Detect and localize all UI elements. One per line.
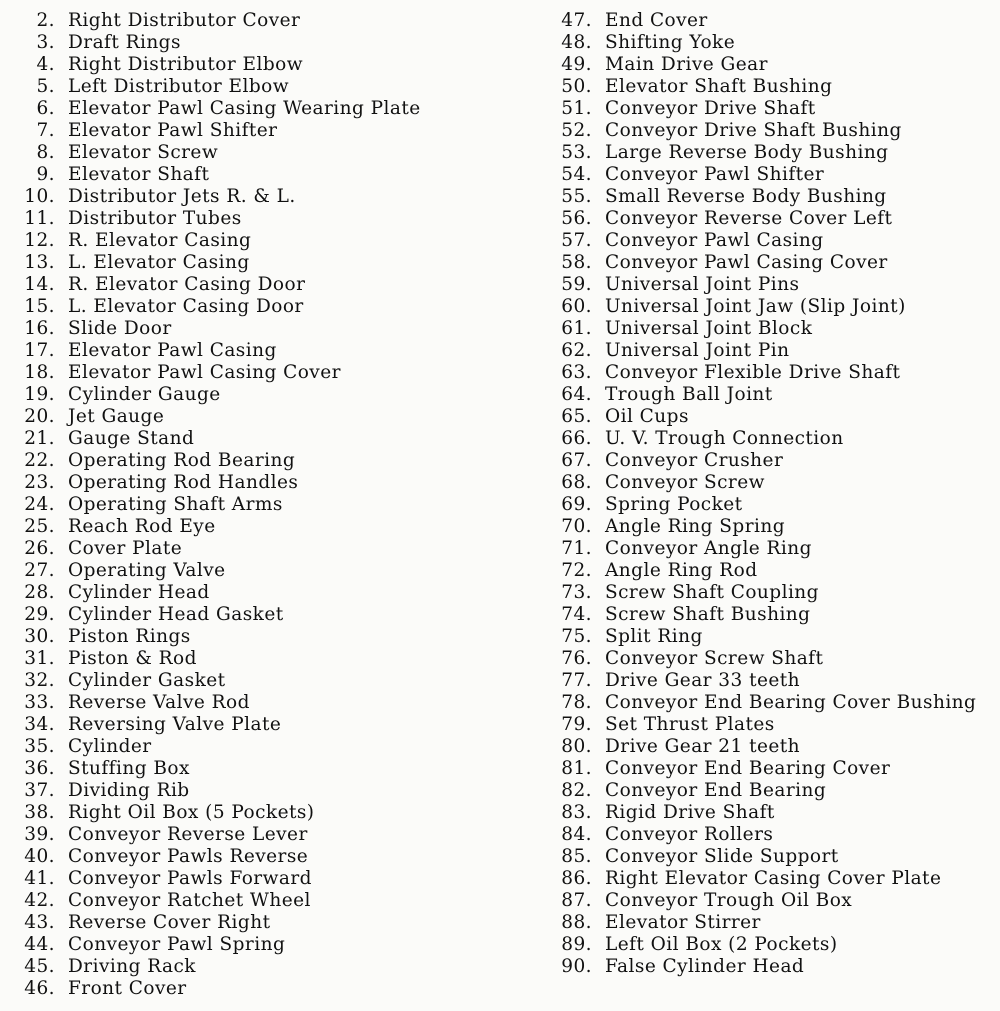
part-list-item [548, 340, 993, 362]
part-name: Cover Plate [68, 538, 183, 559]
part-name: False Cylinder Head [605, 956, 805, 977]
part-name: Conveyor Ratchet Wheel [68, 890, 311, 911]
part-list-item [548, 450, 993, 472]
part-name: Conveyor Reverse Lever [68, 824, 308, 845]
part-number: 84. [561, 824, 592, 845]
part-name: Conveyor Angle Ring [605, 538, 812, 559]
part-number: 15. [24, 296, 55, 317]
part-list-item [548, 516, 993, 538]
part-list-item [548, 274, 993, 296]
part-list-item [548, 934, 993, 956]
parts-list-right-column [548, 10, 993, 978]
part-list-item [10, 604, 530, 626]
part-name: Elevator Shaft Bushing [605, 76, 833, 97]
part-list-item [10, 120, 530, 142]
part-number: 55. [561, 186, 592, 207]
part-list-item [548, 142, 993, 164]
part-number: 35. [24, 736, 55, 757]
part-list-item [548, 296, 993, 318]
part-name: Cylinder Head Gasket [68, 604, 284, 625]
part-number: 18. [24, 362, 55, 383]
part-name: Screw Shaft Coupling [605, 582, 819, 603]
part-name: Dividing Rib [68, 780, 190, 801]
part-number: 59. [561, 274, 592, 295]
part-name: Reversing Valve Plate [68, 714, 282, 735]
part-name: Elevator Pawl Casing [68, 340, 277, 361]
part-number: 40. [24, 846, 55, 867]
part-number: 71. [561, 538, 592, 559]
part-number: 5. [36, 76, 55, 97]
part-list-item [10, 340, 530, 362]
part-list-item [10, 648, 530, 670]
part-name: Cylinder [68, 736, 152, 757]
part-number: 12. [24, 230, 55, 251]
part-number: 13. [24, 252, 55, 273]
part-list-item [10, 318, 530, 340]
part-list-item [10, 890, 530, 912]
part-list-item [10, 538, 530, 560]
part-list-item [10, 76, 530, 98]
part-list-item [10, 846, 530, 868]
part-name: Conveyor End Bearing [605, 780, 827, 801]
part-name: Conveyor Slide Support [605, 846, 839, 867]
part-name: Shifting Yoke [605, 32, 736, 53]
part-number: 61. [561, 318, 592, 339]
part-number: 60. [561, 296, 592, 317]
part-list-item [548, 54, 993, 76]
part-list-item [10, 758, 530, 780]
part-list-item [10, 956, 530, 978]
part-name: Conveyor Pawls Reverse [68, 846, 309, 867]
part-list-item [10, 296, 530, 318]
part-list-item [548, 780, 993, 802]
part-list-item [10, 824, 530, 846]
part-name: Operating Rod Handles [68, 472, 299, 493]
part-name: Left Distributor Elbow [68, 76, 290, 97]
part-list-item [10, 714, 530, 736]
part-list-item [548, 582, 993, 604]
part-list-item [10, 868, 530, 890]
part-name: Piston & Rod [68, 648, 197, 669]
part-name: Reverse Valve Rod [68, 692, 250, 713]
part-number: 64. [561, 384, 592, 405]
part-name: Elevator Shaft [68, 164, 210, 185]
part-list-item [10, 560, 530, 582]
part-list-item [548, 912, 993, 934]
part-number: 27. [24, 560, 55, 581]
part-name: Cylinder Gauge [68, 384, 221, 405]
part-name: Conveyor Screw Shaft [605, 648, 824, 669]
part-list-item [10, 32, 530, 54]
part-list-item [548, 208, 993, 230]
part-name: Conveyor Rollers [605, 824, 774, 845]
part-name: Conveyor Trough Oil Box [605, 890, 853, 911]
part-list-item [10, 736, 530, 758]
part-number: 79. [561, 714, 592, 735]
part-number: 81. [561, 758, 592, 779]
part-number: 9. [36, 164, 55, 185]
part-number: 75. [561, 626, 592, 647]
part-list-item [548, 472, 993, 494]
part-number: 28. [24, 582, 55, 603]
part-name: Draft Rings [68, 32, 181, 53]
part-number: 80. [561, 736, 592, 757]
part-list-item [548, 648, 993, 670]
part-list-item [548, 626, 993, 648]
part-number: 72. [561, 560, 592, 581]
part-name: Conveyor Pawl Spring [68, 934, 286, 955]
part-name: Conveyor Reverse Cover Left [605, 208, 893, 229]
part-list-item [10, 252, 530, 274]
part-number: 54. [561, 164, 592, 185]
part-list-item [10, 472, 530, 494]
part-number: 4. [36, 54, 55, 75]
part-name: Conveyor End Bearing Cover [605, 758, 891, 779]
part-list-item [548, 604, 993, 626]
part-number: 73. [561, 582, 592, 603]
part-list-item [548, 32, 993, 54]
part-name: End Cover [605, 10, 708, 31]
part-name: Right Elevator Casing Cover Plate [605, 868, 942, 889]
part-number: 30. [24, 626, 55, 647]
part-list-item [10, 802, 530, 824]
part-list-item [10, 406, 530, 428]
part-name: U. V. Trough Connection [605, 428, 844, 449]
part-name: Operating Shaft Arms [68, 494, 283, 515]
part-name: Reverse Cover Right [68, 912, 271, 933]
part-number: 46. [24, 978, 55, 999]
part-name: Small Reverse Body Bushing [605, 186, 887, 207]
part-list-item [10, 10, 530, 32]
part-number: 17. [24, 340, 55, 361]
part-number: 50. [561, 76, 592, 97]
part-list-item [10, 186, 530, 208]
part-name: Elevator Pawl Shifter [68, 120, 278, 141]
part-number: 74. [561, 604, 592, 625]
part-name: Conveyor Flexible Drive Shaft [605, 362, 901, 383]
part-number: 43. [24, 912, 55, 933]
part-name: Piston Rings [68, 626, 191, 647]
part-name: Conveyor Drive Shaft [605, 98, 816, 119]
part-name: Drive Gear 33 teeth [605, 670, 801, 691]
part-name: Angle Ring Spring [605, 516, 786, 537]
part-number: 58. [561, 252, 592, 273]
part-name: Cylinder Gasket [68, 670, 226, 691]
part-name: L. Elevator Casing [68, 252, 250, 273]
part-name: Set Thrust Plates [605, 714, 775, 735]
part-list-item [548, 692, 993, 714]
part-list-item [548, 406, 993, 428]
part-name: Elevator Screw [68, 142, 219, 163]
part-name: Trough Ball Joint [605, 384, 773, 405]
part-number: 78. [561, 692, 592, 713]
part-name: Left Oil Box (2 Pockets) [605, 934, 838, 955]
part-list-item [548, 736, 993, 758]
part-name: R. Elevator Casing [68, 230, 252, 251]
part-number: 20. [24, 406, 55, 427]
part-list-item [10, 670, 530, 692]
part-number: 34. [24, 714, 55, 735]
part-list-item [10, 450, 530, 472]
part-list-item [548, 362, 993, 384]
part-number: 3. [36, 32, 55, 53]
part-number: 65. [561, 406, 592, 427]
part-number: 44. [24, 934, 55, 955]
part-name: Split Ring [605, 626, 703, 647]
part-list-item [10, 384, 530, 406]
part-number: 82. [561, 780, 592, 801]
part-name: Front Cover [68, 978, 187, 999]
part-name: Conveyor Pawl Shifter [605, 164, 825, 185]
part-name: Driving Rack [68, 956, 196, 977]
part-number: 66. [561, 428, 592, 449]
part-number: 6. [36, 98, 55, 119]
part-number: 85. [561, 846, 592, 867]
part-list-item [548, 846, 993, 868]
part-number: 26. [24, 538, 55, 559]
part-name: Conveyor End Bearing Cover Bushing [605, 692, 977, 713]
part-number: 49. [561, 54, 592, 75]
part-name: Screw Shaft Bushing [605, 604, 811, 625]
part-number: 25. [24, 516, 55, 537]
part-list-item [548, 230, 993, 252]
part-list-item [548, 428, 993, 450]
part-number: 45. [24, 956, 55, 977]
part-number: 51. [561, 98, 592, 119]
part-number: 42. [24, 890, 55, 911]
part-list-item [10, 362, 530, 384]
part-list-item [10, 428, 530, 450]
part-list-item [548, 824, 993, 846]
part-list-item [10, 912, 530, 934]
part-list-item [10, 780, 530, 802]
part-number: 68. [561, 472, 592, 493]
part-number: 47. [561, 10, 592, 31]
part-name: Conveyor Screw [605, 472, 765, 493]
part-number: 2. [36, 10, 55, 31]
part-number: 41. [24, 868, 55, 889]
part-number: 53. [561, 142, 592, 163]
part-number: 76. [561, 648, 592, 669]
part-number: 29. [24, 604, 55, 625]
part-number: 22. [24, 450, 55, 471]
part-list-item [10, 494, 530, 516]
part-name: Operating Valve [68, 560, 226, 581]
part-number: 23. [24, 472, 55, 493]
part-list-item [548, 10, 993, 32]
part-list-item [548, 538, 993, 560]
part-number: 37. [24, 780, 55, 801]
part-list-item [10, 516, 530, 538]
part-name: Operating Rod Bearing [68, 450, 296, 471]
part-number: 38. [24, 802, 55, 823]
part-number: 77. [561, 670, 592, 691]
part-number: 36. [24, 758, 55, 779]
part-number: 7. [36, 120, 55, 141]
part-list-item [10, 274, 530, 296]
part-number: 48. [561, 32, 592, 53]
part-name: Slide Door [68, 318, 172, 339]
part-list-item [548, 252, 993, 274]
part-list-item [10, 98, 530, 120]
part-list-item [10, 692, 530, 714]
part-name: Universal Joint Pins [605, 274, 800, 295]
part-name: Rigid Drive Shaft [605, 802, 775, 823]
part-list-item [10, 54, 530, 76]
part-name: Oil Cups [605, 406, 689, 427]
part-list-item [10, 230, 530, 252]
part-list-item [10, 208, 530, 230]
part-list-item [548, 164, 993, 186]
part-name: Main Drive Gear [605, 54, 768, 75]
part-list-item [548, 120, 993, 142]
part-name: Distributor Tubes [68, 208, 242, 229]
part-number: 14. [24, 274, 55, 295]
part-number: 52. [561, 120, 592, 141]
part-name: Elevator Stirrer [605, 912, 761, 933]
part-name: Spring Pocket [605, 494, 743, 515]
part-list-item [548, 758, 993, 780]
part-number: 21. [24, 428, 55, 449]
part-name: Elevator Pawl Casing Cover [68, 362, 341, 383]
parts-list-left-column [10, 10, 530, 1000]
part-name: Cylinder Head [68, 582, 210, 603]
part-name: Right Oil Box (5 Pockets) [68, 802, 315, 823]
part-number: 70. [561, 516, 592, 537]
part-name: L. Elevator Casing Door [68, 296, 304, 317]
part-list-item [548, 318, 993, 340]
part-number: 87. [561, 890, 592, 911]
part-list-item [548, 384, 993, 406]
part-list-item [548, 890, 993, 912]
part-number: 32. [24, 670, 55, 691]
part-list-item [10, 164, 530, 186]
part-name: Conveyor Pawl Casing [605, 230, 824, 251]
part-number: 62. [561, 340, 592, 361]
part-number: 16. [24, 318, 55, 339]
part-name: Right Distributor Elbow [68, 54, 303, 75]
part-name: Distributor Jets R. & L. [68, 186, 296, 207]
part-number: 56. [561, 208, 592, 229]
part-number: 8. [36, 142, 55, 163]
part-list-item [10, 934, 530, 956]
part-list-item [548, 186, 993, 208]
part-number: 24. [24, 494, 55, 515]
part-name: Conveyor Pawls Forward [68, 868, 312, 889]
part-name: Right Distributor Cover [68, 10, 301, 31]
part-list-item [10, 626, 530, 648]
part-name: Angle Ring Rod [605, 560, 758, 581]
part-name: Conveyor Drive Shaft Bushing [605, 120, 902, 141]
part-list-item [548, 76, 993, 98]
part-list-item [548, 802, 993, 824]
part-name: Universal Joint Pin [605, 340, 790, 361]
part-name: Reach Rod Eye [68, 516, 216, 537]
part-name: Conveyor Pawl Casing Cover [605, 252, 888, 273]
part-number: 39. [24, 824, 55, 845]
part-list-item [548, 956, 993, 978]
part-name: Universal Joint Jaw (Slip Joint) [605, 296, 906, 317]
part-number: 86. [561, 868, 592, 889]
part-list-item [10, 582, 530, 604]
part-list-item [548, 494, 993, 516]
part-list-item [548, 714, 993, 736]
part-number: 69. [561, 494, 592, 515]
part-number: 31. [24, 648, 55, 669]
part-number: 33. [24, 692, 55, 713]
part-list-item [10, 142, 530, 164]
part-number: 90. [561, 956, 592, 977]
part-number: 10. [24, 186, 55, 207]
part-number: 83. [561, 802, 592, 823]
part-number: 67. [561, 450, 592, 471]
part-name: Elevator Pawl Casing Wearing Plate [68, 98, 421, 119]
part-list-item [548, 868, 993, 890]
part-list-item [548, 560, 993, 582]
part-number: 88. [561, 912, 592, 933]
part-name: Gauge Stand [68, 428, 195, 449]
part-name: Drive Gear 21 teeth [605, 736, 801, 757]
part-name: Jet Gauge [68, 406, 165, 427]
part-name: Conveyor Crusher [605, 450, 784, 471]
part-list-item [10, 978, 530, 1000]
part-number: 63. [561, 362, 592, 383]
part-list-item [548, 670, 993, 692]
part-number: 89. [561, 934, 592, 955]
part-name: Large Reverse Body Bushing [605, 142, 889, 163]
part-number: 57. [561, 230, 592, 251]
part-number: 19. [24, 384, 55, 405]
part-list-item [548, 98, 993, 120]
part-name: Universal Joint Block [605, 318, 813, 339]
part-name: R. Elevator Casing Door [68, 274, 306, 295]
part-name: Stuffing Box [68, 758, 190, 779]
part-number: 11. [24, 208, 55, 229]
